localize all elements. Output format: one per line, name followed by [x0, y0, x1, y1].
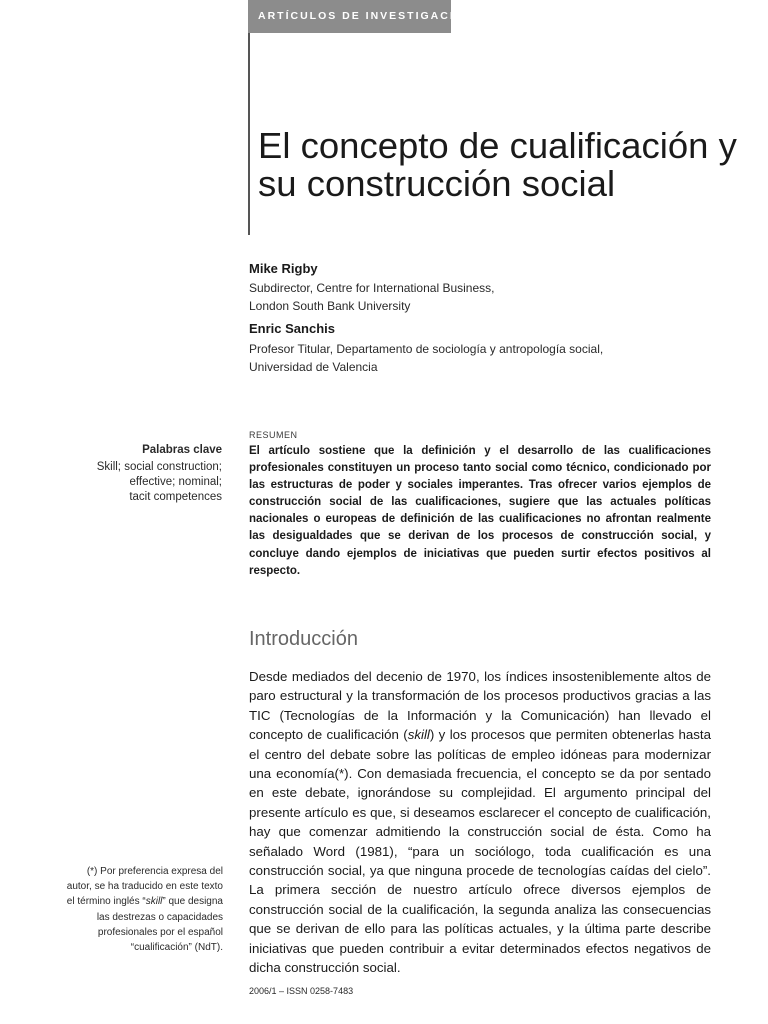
section-label: ARTÍCULOS DE INVESTIGACIÓN	[248, 0, 451, 33]
affiliation-line: London South Bank University	[249, 299, 411, 313]
keywords-line: Skill; social construction;	[96, 461, 222, 473]
introduction-paragraph	[249, 667, 711, 978]
keywords-title: Palabras clave	[142, 444, 222, 456]
vertical-rule	[248, 33, 250, 235]
author-affiliation-1	[249, 279, 494, 315]
footnote-text-part: (*) Por preferencia expresa del autor, se ha traducido en este texto el término inglés “	[66, 866, 223, 908]
keywords-block	[42, 443, 222, 505]
footnote	[63, 864, 223, 955]
abstract-text: El artículo sostiene que la definición y el desarrollo de las cualificaciones profesionales constituyen un proceso tanto social como técnico, condicionado por las estructuras de poder y sociales imperantes. Tras ofrecer varios ejemplos de construcción social de las cualificaciones, sugiere que las actuales políticas nacionales o europeas de definición de las cualificaciones no afrontan realmente las desigualdades que se derivan de los procesos de construcción social, y concluye dando ejemplos de iniciativas que pueden surtir efectos positivos al respecto.	[249, 445, 711, 577]
author-name-1: Mike Rigby	[249, 261, 318, 276]
keywords-line: tacit competences	[129, 491, 222, 503]
affiliation-line: Profesor Titular, Departamento de sociología y antropología social,	[249, 342, 604, 356]
issn-footer: 2006/1 – ISSN 0258-7483	[249, 986, 354, 996]
footnote-text-part: ” que designa las destrezas o capacidades profesionales por el español “cualificación” (NdT).	[96, 896, 223, 954]
introduction-text-part: Desde mediados del decenio de 1970, los índices insosteniblemente altos de paro estructural y la transformación de los procesos productivos gracias a las TIC (Tecnologías de la Información y la Comunicación) han llevado el concepto de cualificación (	[249, 669, 711, 743]
affiliation-line: Universidad de Valencia	[249, 360, 378, 374]
footnote-term: skill	[145, 896, 163, 908]
article-title: El concepto de cualificación y su construcción social	[258, 125, 737, 204]
affiliation-line: Subdirector, Centre for International Business,	[249, 281, 495, 295]
abstract-label: RESUMEN	[249, 430, 298, 440]
introduction-text-part: ) y los procesos que permiten obtenerlas hasta el centro del debate sobre las políticas de empleo idóneas para modernizar una economía(*). Con demasiada frecuencia, el concepto se da por sentado en este debate, ignorándose su complejidad. El argumento principal del presente artículo es que, si deseamos esclarecer el concepto de cualificación, hay que comenzar admitiendo la construcción social de ésta. Como ha señalado Word (1981), “para un sociólogo, toda cualificación es una construcción social, ya que ninguna procede de tecnologías caídas del cielo”. La primera sección de nuestro artículo ofrece diversos ejemplos de construcción social de la cualificación, la segunda analiza las consecuencias que se derivan de ello para las políticas actuales, y la última parte describe iniciativas que pueden contribuir a evitar determinados efectos negativos de dicha construcción social.	[249, 727, 712, 976]
author-affiliation-2	[249, 340, 603, 376]
section-heading-introduction: Introducción	[249, 628, 358, 650]
author-name-2: Enric Sanchis	[249, 321, 335, 336]
keywords-line: effective; nominal;	[129, 476, 222, 488]
introduction-skill-term: skill	[407, 727, 430, 743]
